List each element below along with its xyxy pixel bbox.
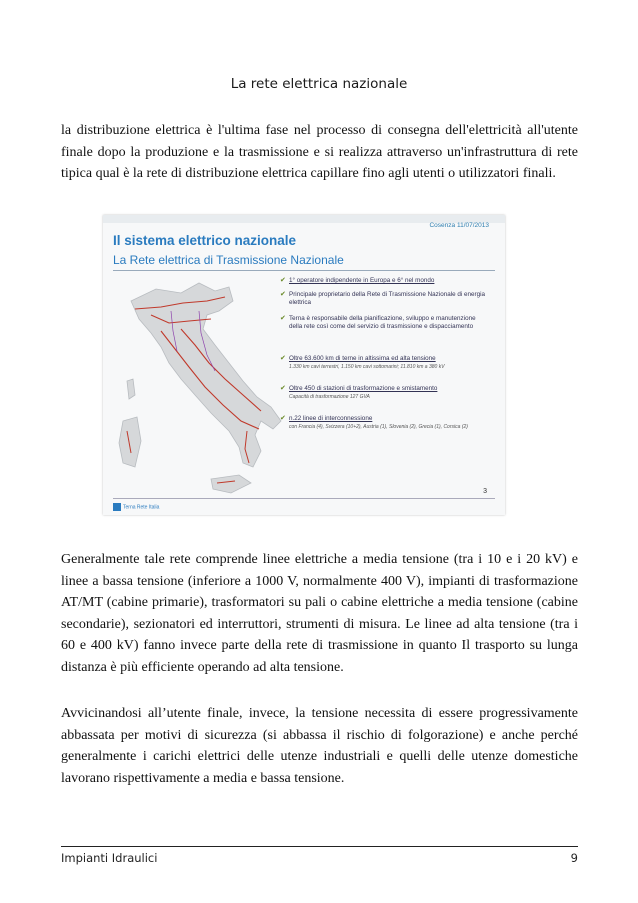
footer-divider [61, 846, 578, 847]
terna-logo-icon [113, 503, 121, 511]
slide-bullet-note: 1.330 km cavi terrestri, 1.150 km cavi sottomarini; 11.810 km a 380 kV [289, 364, 445, 370]
slide-image [103, 215, 505, 515]
terna-logo [113, 503, 159, 511]
slide-bullet-text: Terna è responsabile della pianificazione, sviluppo e manutenzione della rete così come del servizio di trasmissione e dispacciamento [289, 315, 476, 330]
paragraph-intro: la distribuzione elettrica è l'ultima fase nel processo di consegna dell'elettricità all'utente finale dopo la produzione e la trasmissione e si realizza attraverso un'infrastruttura di rete tipica qual è la rete di distribuzione elettrica capillare fino agli utenti o utilizzatori finali. [61, 123, 578, 181]
check-icon: ✔ [280, 415, 286, 422]
slide-date: Cosenza 11/07/2013 [429, 222, 489, 229]
slide-bullet-note: Capacità di trasformazione 127 GVA [289, 394, 370, 400]
check-icon: ✔ [280, 315, 286, 322]
page-number: 9 [570, 851, 578, 865]
slide-bullet-5 [280, 385, 489, 401]
slide-bullet-note: con Francia (4), Svizzera (10+2), Austria (1), Slovenia (2), Grecia (1), Corsica (2) [289, 424, 468, 430]
italy-map-illustration [111, 271, 291, 511]
slide-heading: Il sistema elettrico nazionale [113, 233, 297, 248]
slide-page-number: 3 [483, 488, 487, 495]
slide-bullet-text: Principale proprietario della Rete di Trasmissione Nazionale di energia elettrica [289, 291, 486, 306]
paragraph-network: Generalmente tale rete comprende linee elettriche a media tensione (tra i 10 e i 20 kV) e linee a bassa tensione (inferiore a 1000 V, normalmente 400 V), impianti di trasformazione AT/MT (cabine primarie), trasformatori su pali o cabine elettriche a media tensione (cabine secondarie), sezionatori ed interruttori, strumenti di misura. Le linee ad alta tensione (tra i 60 e 400 kV) fanno invece parte della rete di trasmissione in quanto Il trasporto su lunga distanza è più efficiente operando ad alta tensione. [61, 552, 578, 675]
terna-logo-text: Terna Rete Italia [123, 504, 160, 511]
check-icon: ✔ [280, 291, 286, 298]
slide-bullet-4 [280, 355, 489, 371]
slide-bullet-text: 1° operatore indipendente in Europa e 6° nel mondo [289, 277, 435, 284]
paragraph-user: Avvicinandosi all’utente finale, invece, la tensione necessita di essere progressivamente abbassata per motivi di sicurezza (si abbassa il rischio di folgorazione) e anche perché generalmente i carichi elettrici delle utenze industriali e quelli delle utenze domestiche lavorano rispettivamente a media e bassa tensione. [61, 706, 578, 786]
footer-title: Impianti Idraulici [61, 851, 158, 865]
check-icon: ✔ [280, 355, 286, 362]
slide-bottom-divider [113, 498, 495, 499]
slide-subheading: La Rete elettrica di Trasmissione Nazionale [113, 253, 344, 267]
slide-bullet-6 [280, 415, 489, 431]
slide-bullet-text: Oltre 450 di stazioni di trasformazione e smistamento [289, 385, 438, 392]
slide-bullet-text: n.22 linee di interconnessione [289, 415, 373, 422]
check-icon: ✔ [280, 385, 286, 392]
slide-bullet-3 [280, 315, 489, 331]
page-title: La rete elettrica nazionale [230, 76, 408, 92]
check-icon: ✔ [280, 277, 286, 284]
slide-bullet-1 [280, 277, 489, 285]
slide-bullet-text: Oltre 63.600 km di terne in altissima ed alta tensione [289, 355, 436, 362]
slide-bullet-2 [280, 291, 489, 307]
